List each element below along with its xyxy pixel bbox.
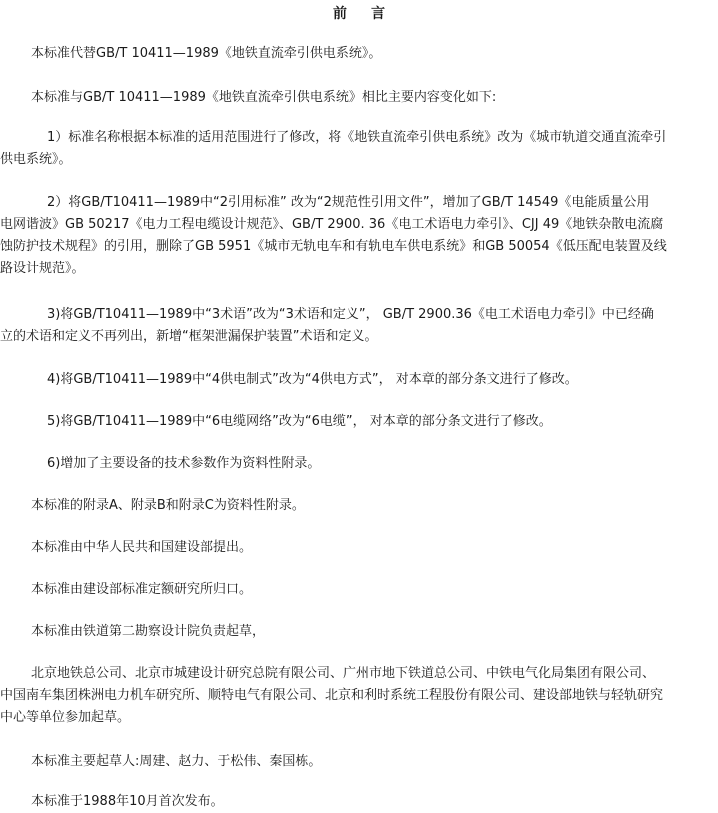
paragraph-11	[0, 579, 718, 601]
paragraph-line: 本标准的附录A、附录B和附录C为资料性附录。	[31, 498, 305, 513]
paragraph-line: 本标准由铁道第二勘察设计院负责起草，	[31, 624, 266, 639]
paragraph-3	[0, 127, 718, 171]
paragraph-line: 2）将GB/T10411—1989中“2引用标准” 改为“2规范性引用文件”，增加了GB/T 14549《电能质量公用	[47, 195, 650, 210]
paragraph-line: 中国南车集团株洲电力机车研究所、顺特电气有限公司、北京和利时系统工程股份有限公司、建设部地铁与轻轨研究	[0, 688, 664, 703]
paragraph-line: 6)增加了主要设备的技术参数作为资料性附录。	[47, 456, 321, 471]
paragraph-6	[0, 369, 718, 391]
paragraph-line: 3)将GB/T10411—1989中“3术语”改为“3术语和定义”， GB/T 2900.36《电工术语电力牵引》中已经确	[47, 307, 654, 322]
paragraph-line: 立的术语和定义不再列出，新增“框架泄漏保护装置”术语和定义。	[0, 329, 378, 344]
page-title: 前 言	[333, 6, 385, 22]
paragraph-line: 路设计规范》。	[0, 261, 85, 276]
paragraph-1	[0, 43, 718, 65]
paragraph-4	[0, 192, 718, 280]
paragraph-line: 本标准主要起草人:周建、赵力、于松伟、秦国栋。	[31, 754, 322, 769]
paragraph-line: 北京地铁总公司、北京市城建设计研究总院有限公司、广州市地下铁道总公司、中铁电气化局集团有限公司、	[31, 666, 656, 681]
paragraph-line: 本标准代替GB/T 10411—1989《地铁直流牵引供电系统》。	[31, 46, 382, 61]
paragraph-9	[0, 495, 718, 517]
paragraph-line: 本标准由中华人民共和国建设部提出。	[31, 540, 253, 555]
paragraph-line: 中心等单位参加起草。	[0, 710, 131, 725]
paragraph-2	[0, 87, 718, 109]
paragraph-line: 本标准由建设部标准定额研究所归口。	[31, 582, 253, 597]
paragraph-line: 电网谐波》GB 50217《电力工程电缆设计规范》、GB/T 2900. 36《电工术语电力牵引》、CJJ 49《地铁杂散电流腐	[0, 217, 664, 232]
paragraph-13	[0, 663, 718, 729]
paragraph-line: 4)将GB/T10411—1989中“4供电制式”改为“4供电方式”， 对本章的部分条文进行了修改。	[47, 372, 578, 387]
paragraph-7	[0, 411, 718, 433]
paragraph-line: 1）标准名称根据本标准的适用范围进行了修改，将《地铁直流牵引供电系统》改为《城市轨道交通直流牵引	[47, 130, 667, 145]
paragraph-10	[0, 537, 718, 559]
paragraph-15	[0, 791, 718, 813]
paragraph-14	[0, 751, 718, 773]
paragraph-5	[0, 304, 718, 348]
paragraph-line: 5)将GB/T10411—1989中“6电缆网络”改为“6电缆”， 对本章的部分条文进行了修改。	[47, 414, 552, 429]
paragraph-line: 供电系统》。	[0, 152, 72, 167]
paragraph-12	[0, 621, 718, 643]
paragraph-line: 蚀防护技术规程》的引用，删除了GB 5951《城市无轨电车和有轨电车供电系统》和GB 50054《低压配电装置及线	[0, 239, 667, 254]
paragraph-8	[0, 453, 718, 475]
paragraph-line: 本标准于1988年10月首次发布。	[31, 794, 224, 809]
paragraph-line: 本标准与GB/T 10411—1989《地铁直流牵引供电系统》相比主要内容变化如下:	[31, 90, 497, 105]
